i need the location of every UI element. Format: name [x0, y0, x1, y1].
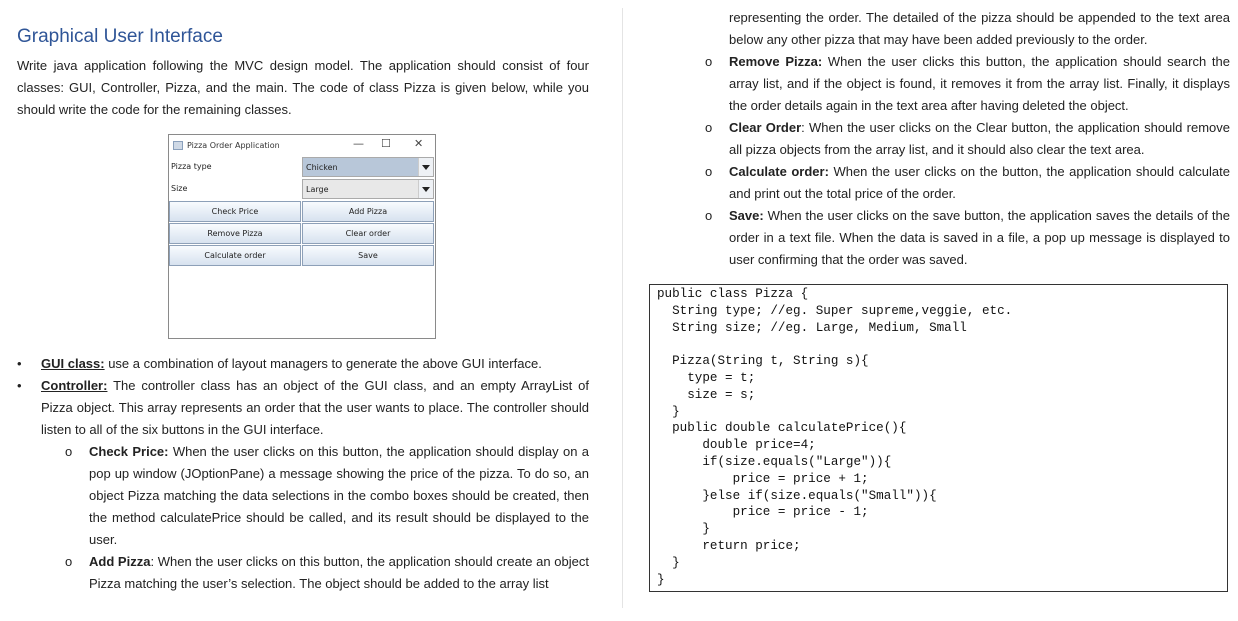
size-combo[interactable]	[302, 179, 434, 199]
item-text: When the user clicks on the button, the application should calculate and print out the total price of the order.	[729, 164, 1230, 201]
continued-text: representing the order. The detailed of the pizza should be appended to the text area below any other pizza that may have been added previously to the order.	[729, 10, 1230, 47]
list-item	[17, 551, 589, 595]
size-row	[169, 178, 435, 200]
add-pizza-button[interactable]: Add Pizza	[302, 201, 434, 222]
sub-text: : When the user clicks on this button, the application should create an object Pizza matching the user’s selection. The object should be added to the array list	[89, 554, 589, 591]
list-item	[650, 51, 1230, 117]
window-titlebar	[169, 135, 435, 155]
requirements-list	[17, 353, 589, 595]
item-text: : When the user clicks on the Clear button, the application should remove all pizza objects from the array list, and it should also clear the text area.	[729, 120, 1230, 157]
close-icon[interactable]: ✕	[414, 137, 424, 150]
circle-bullet-icon: o	[65, 554, 73, 569]
circle-bullet-icon: o	[705, 54, 713, 69]
circle-bullet-icon: o	[705, 120, 713, 135]
list-item: • GUI class: use a combination of layout managers to generate the above GUI interface.	[17, 356, 542, 371]
list-item	[650, 117, 1230, 161]
item-text: When the user clicks on the save button, the application saves the details of the order in a text file. When the data is saved in a file, a pop up message is displayed to user confirming that the order was saved.	[729, 208, 1230, 267]
sub-list-container	[17, 441, 589, 595]
size-value: Large	[306, 185, 329, 194]
bullet-term: GUI class:	[41, 356, 105, 371]
chevron-down-icon[interactable]	[418, 158, 433, 176]
item-term: Save:	[729, 208, 764, 223]
circle-bullet-icon: o	[705, 164, 713, 179]
list-item	[650, 205, 1230, 271]
pizza-type-label: Pizza type	[171, 162, 212, 171]
sub-term: Check Price:	[89, 444, 169, 459]
list-item: • Controller: The controller class has an object of the GUI class, and an empty ArrayList of Pizza object. This array represents an order that the user wants to place. The controller should listen to all of the six buttons in the GUI interface.	[17, 378, 589, 437]
bullet-term: Controller:	[41, 378, 108, 393]
minimize-icon[interactable]: —	[353, 137, 364, 150]
java-app-icon	[173, 141, 183, 150]
item-text: When the user clicks this button, the application should search the array list, and if the object is found, it removes it from the array list. Finally, it displays the order details again in the text area after having deleted the object.	[729, 54, 1230, 113]
item-term: Clear Order	[729, 120, 802, 135]
section-heading: Graphical User Interface	[17, 26, 223, 47]
pizza-code-block: public class Pizza { String type; //eg. Super supreme,veggie, etc. String size; //eg. Large, Medium, Small Pizza(String t, String s){ type = t; size = s; } public double calculatePrice(){ double price=4; if(size.equals("Large")){ price = price + 1; }else if(size.equals("Small")){ price = price - 1; } return price; } }	[649, 284, 1228, 592]
clear-order-button[interactable]: Clear order	[302, 223, 434, 244]
item-term: Calculate order:	[729, 164, 829, 179]
pizza-type-value: Chicken	[306, 163, 338, 172]
save-button[interactable]: Save	[302, 245, 434, 266]
pizza-type-row	[169, 156, 435, 178]
circle-bullet-icon: o	[65, 444, 73, 459]
pizza-type-combo[interactable]	[302, 157, 434, 177]
chevron-down-icon[interactable]	[418, 180, 433, 198]
bullet-text: use a combination of layout managers to generate the above GUI interface.	[104, 356, 542, 371]
circle-bullet-icon: o	[705, 208, 713, 223]
column-divider	[622, 8, 623, 608]
sub-term: Add Pizza	[89, 554, 151, 569]
window-title: Pizza Order Application	[187, 141, 280, 150]
sub-text: When the user clicks on this button, the application should display on a pop up window (JOptionPane) a message showing the price of the pizza. To do so, an object Pizza matching the data selections in the combo boxes should be created, then the method calculatePrice should be called, and its result should be displayed to the user.	[89, 444, 589, 547]
maximize-icon[interactable]: ☐	[381, 137, 391, 150]
bullet-text: The controller class has an object of the GUI class, and an empty ArrayList of Pizza object. This array represents an order that the user wants to place. The controller should listen to all of the six buttons in the GUI interface.	[41, 378, 589, 437]
gui-window-mockup	[168, 134, 436, 339]
list-item	[17, 441, 589, 551]
right-column-list	[650, 7, 1230, 271]
remove-pizza-button[interactable]: Remove Pizza	[169, 223, 301, 244]
calculate-order-button[interactable]: Calculate order	[169, 245, 301, 266]
list-item	[650, 161, 1230, 205]
intro-paragraph: Write java application following the MVC design model. The application should consist of four classes: GUI, Controller, Pizza, and the main. The code of class Pizza is given below, while you should write the code for the remaining classes.	[17, 58, 589, 117]
item-term: Remove Pizza:	[729, 54, 823, 69]
size-label: Size	[171, 184, 188, 193]
check-price-button[interactable]: Check Price	[169, 201, 301, 222]
